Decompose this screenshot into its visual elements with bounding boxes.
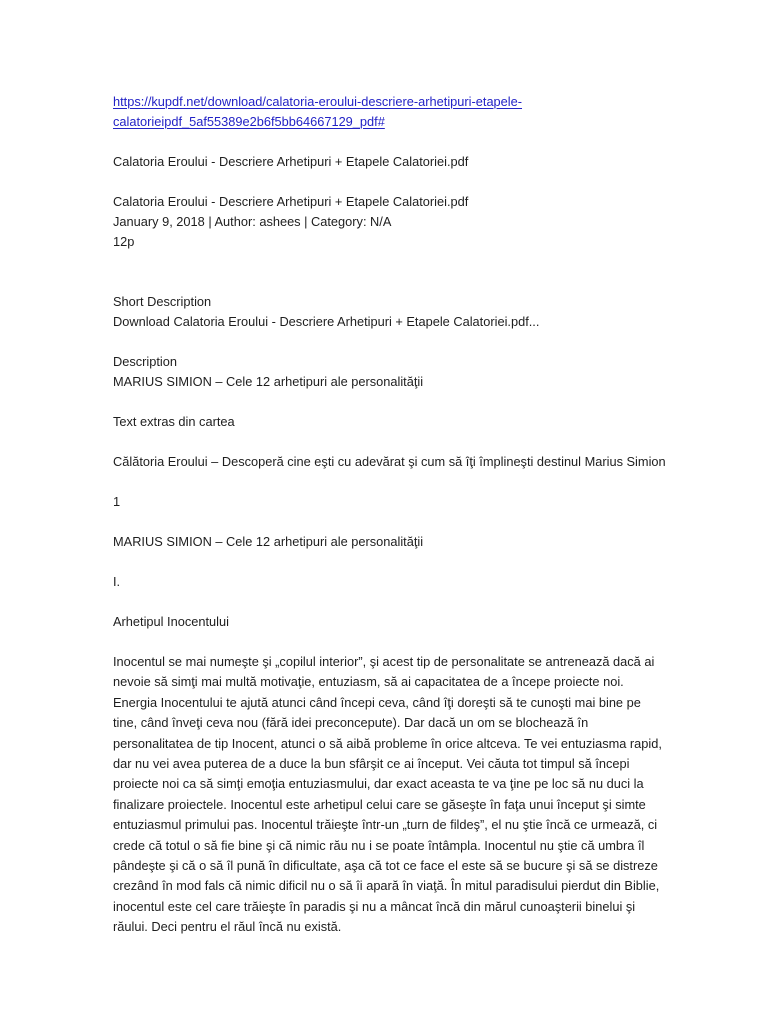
document-title: Calatoria Eroului - Descriere Arhetipuri + Etapele Calatoriei.pdf [113,194,469,209]
document-meta: January 9, 2018 | Author: ashees | Category: N/A [113,214,392,229]
document-header [113,192,768,252]
paragraph-line: crede că totul o să fie bine şi că nimic rău nu i se poate întâmpla. Inocentul nu ştie că umbra îl [113,837,645,853]
description-heading: Description [113,354,178,369]
short-description-text: Download Calatoria Eroului - Descriere Arhetipuri + Etapele Calatoriei.pdf... [113,314,540,329]
download-link-line-2[interactable]: calatorieipdf_5af55389e2b6f5bb64667129_pdf# [113,114,385,129]
paragraph-line: crezând în mod fals că nimic dificil nu o să îi apară în viaţă. În mitul paradisului pierdut din Biblie, [113,878,660,894]
page-count: 12p [113,234,135,249]
paragraph-line: inocentul este cel care trăieşte în paradis şi nu a mâncat încă din mărul cunoaşterii binelui şi [113,898,636,914]
paragraph-line: nevoie să simţi mai multă motivaţie, entuziasm, să ai capacitatea de a începe proiecte noi. [113,674,624,690]
description-text: MARIUS SIMION – Cele 12 arhetipuri ale personalităţii [113,374,424,389]
extract-label: Text extras din cartea [113,414,235,429]
paragraph-line: pândeşte şi că o să îl pună în dificultate, aşa că tot ce face el este să se bucure şi să se distreze [113,857,658,873]
paragraph-line: entuziasmul primului pas. Inocentul trăieşte într-un „turn de fildeş”, el nu ştie încă ce urmează, ci [113,817,658,833]
section-title: Arhetipul Inocentului [113,614,229,629]
short-description-heading: Short Description [113,294,212,309]
paragraph-line: Energia Inocentului te ajută atunci când începi ceva, când îţi doreşti să te cunoşti mai bine pe [113,694,641,710]
book-title: Călătoria Eroului – Descoperă cine eşti cu adevărat şi cum să îţi împlineşti destinul Marius Simion [113,454,666,469]
short-description-section [113,292,768,332]
section-number: I. [113,574,121,589]
download-link[interactable] [113,92,768,132]
page-number: 1 [113,494,121,509]
paragraph-line: Inocentul se mai numeşte şi „copilul interior”, şi acest tip de personalitate se antrenează dacă ai [113,654,655,669]
description-section [113,352,768,392]
paragraph-line: personalitatea de tip Inocent, atunci o să aibă probleme în orice altceva. Te vei entuziasma rapid, [113,735,662,751]
running-header: MARIUS SIMION – Cele 12 arhetipuri ale personalităţii [113,534,424,549]
paragraph-line: răului. Deci pentru el răul încă nu există. [113,919,342,935]
paragraph-line: dar nu vei avea puterea de a duce la bun sfârşit ce ai început. Vei căuta tot timpul să începi [113,755,630,771]
body-paragraph [113,652,768,937]
paragraph-line: finalizare proiectele. Inocentul este arhetipul celui care se găseşte în faţa unui început şi simte [113,796,646,812]
file-title: Calatoria Eroului - Descriere Arhetipuri + Etapele Calatoriei.pdf [113,154,469,169]
download-link-line-1[interactable]: https://kupdf.net/download/calatoria-eroului-descriere-arhetipuri-etapele- [113,94,523,109]
paragraph-line: tine, când înveţi ceva nou (fără idei preconcepute). Dar dacă un om se blochează în [113,715,589,731]
paragraph-line: proiecte noi ca să simţi emoţia entuziasmului, dar exact aceasta te va ţine pe loc să nu duci la [113,776,644,792]
